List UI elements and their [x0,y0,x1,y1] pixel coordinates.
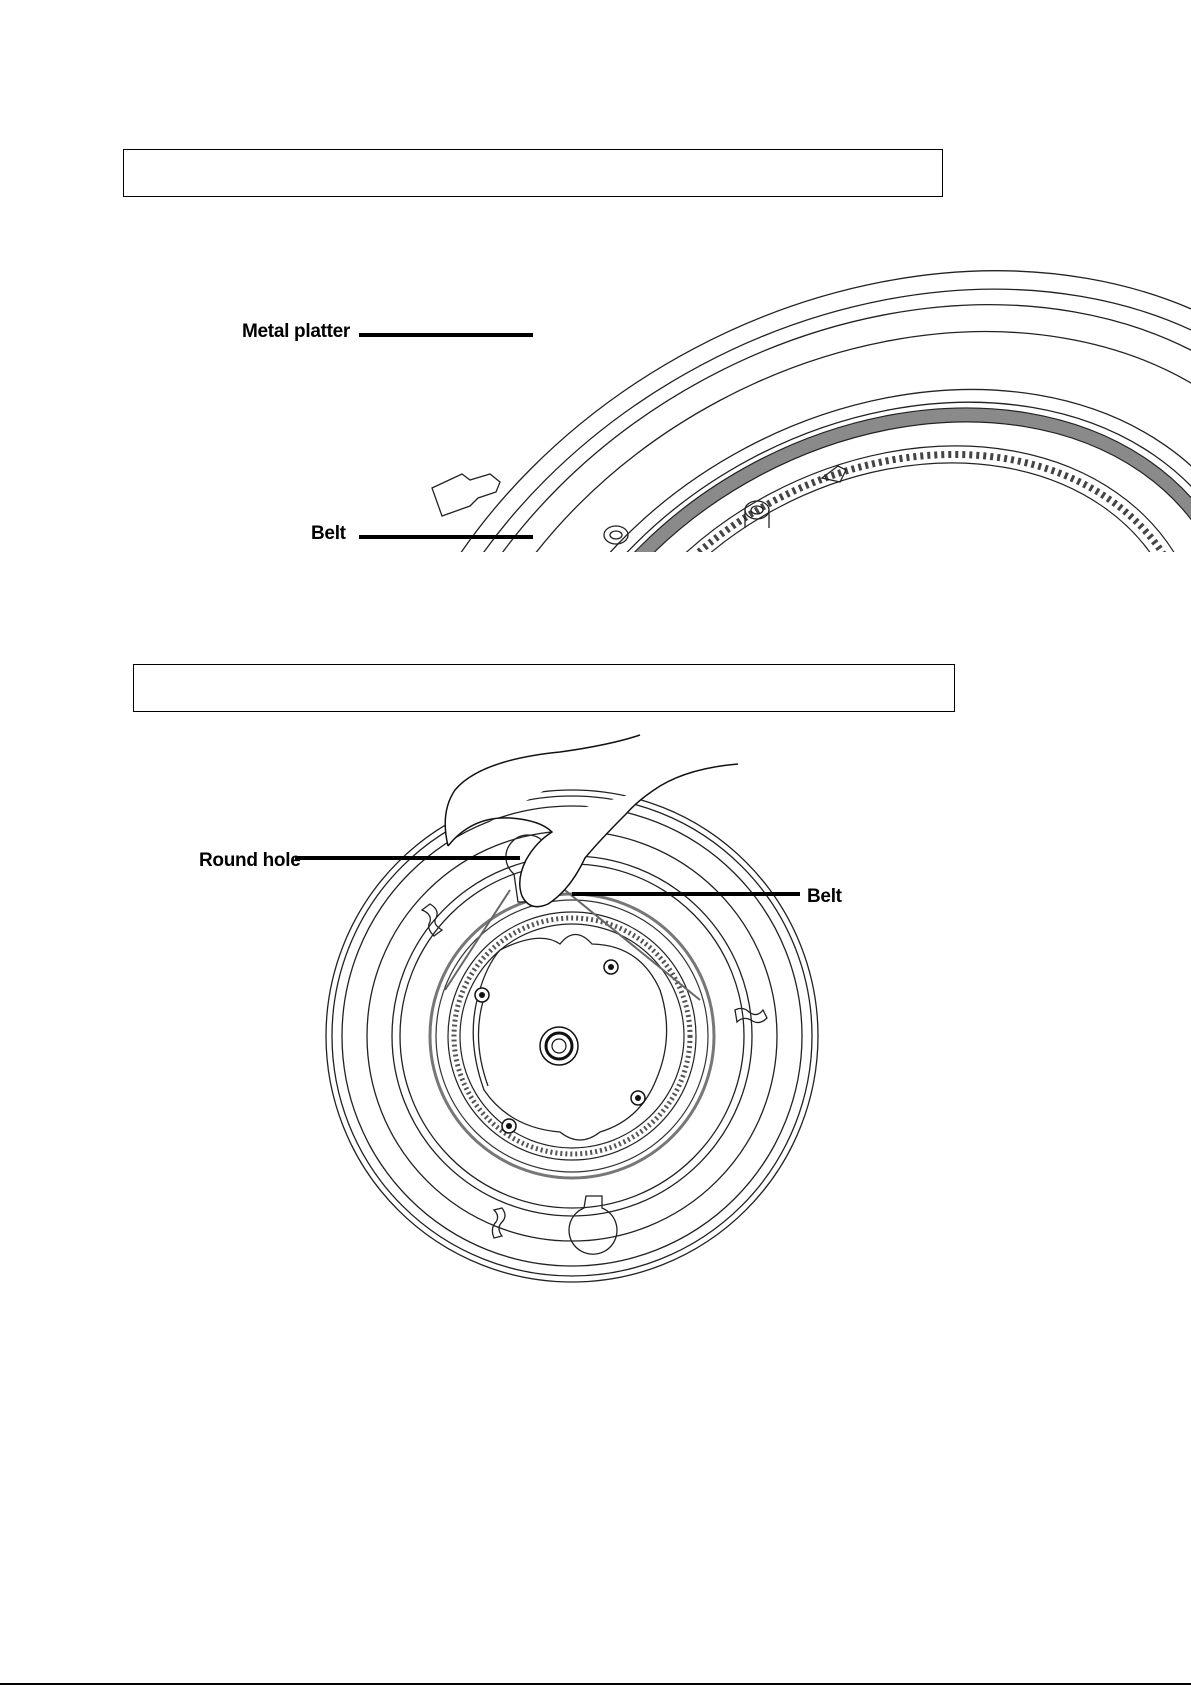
platter-notch-lower-left [492,1208,505,1238]
screw-2 [604,960,618,974]
platter-illustration-top [216,96,1191,1345]
screw-4 [502,1119,516,1133]
label-belt-bottom: Belt [807,886,842,907]
screw-1 [475,988,489,1002]
screw-3 [631,1091,645,1105]
platter-illustration-bottom [326,735,818,1282]
label-round-hole: Round hole [199,850,301,871]
label-metal-platter: Metal platter [242,321,351,342]
post-center-top [604,526,628,544]
platter-notch-left [432,474,500,516]
gear-ring-top [478,339,1191,1101]
label-belt-top: Belt [311,523,346,544]
center-spindle [540,1027,578,1065]
belt-band-top [421,286,1191,1154]
round-hole-lower [569,1196,617,1254]
